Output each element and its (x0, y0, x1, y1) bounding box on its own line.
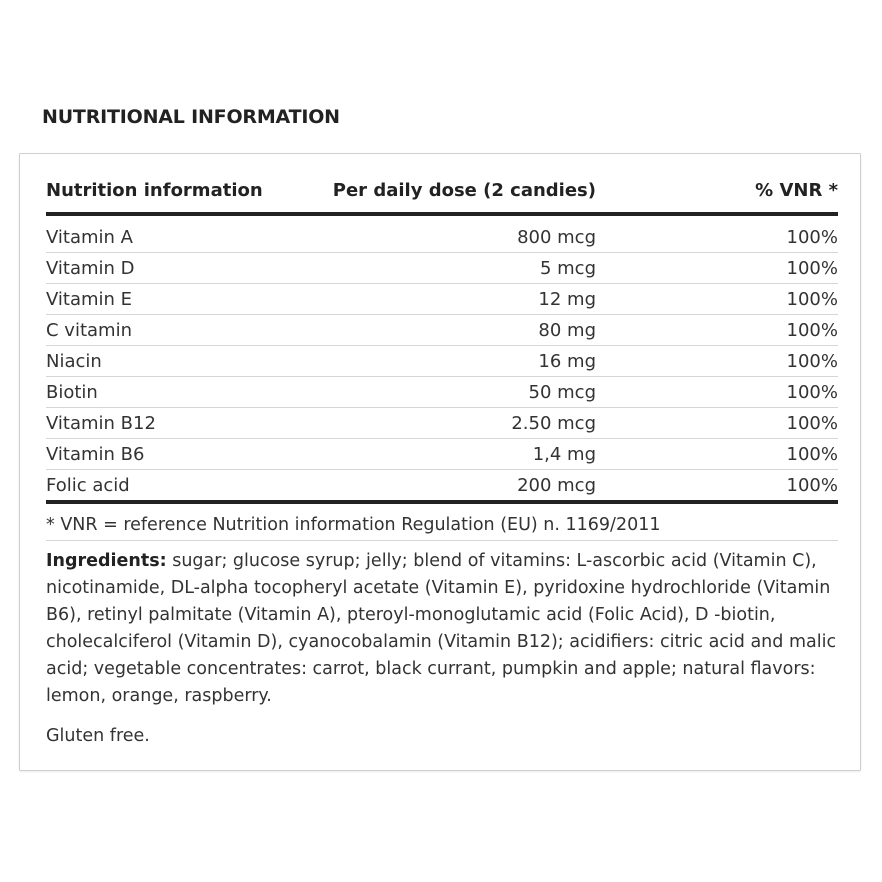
nutrient-vnr: 100% (596, 439, 838, 470)
nutrient-vnr: 100% (596, 408, 838, 439)
nutrient-vnr: 100% (596, 315, 838, 346)
table-row (46, 377, 838, 408)
column-header-dose: Per daily dose (2 candies) (308, 170, 596, 214)
nutrient-dose: 80 mg (308, 315, 596, 346)
nutrient-dose: 12 mg (308, 284, 596, 315)
ingredients-list: sugar; glucose syrup; jelly; blend of vitamins: L-ascorbic acid (Vitamin C), nicotinamide, DL-alpha tocopheryl acetate (Vitamin E), pyridoxine hydrochloride (Vitamin B6), retinyl palmitate (Vitamin A), pteroyl-monoglutamic acid (Folic Acid), D -biotin, cholecalciferol (Vitamin D), cyanocobalamin (Vitamin B12); acidifiers: citric acid and malic acid; vegetable concentrates: carrot, black currant, pumpkin and apple; natural flavors: lemon, orange, raspberry. (46, 551, 837, 706)
table-row (46, 408, 838, 439)
gluten-free-note: Gluten free. (46, 726, 150, 746)
ingredients-text (46, 548, 842, 710)
nutrient-vnr: 100% (596, 253, 838, 284)
nutrient-dose: 2.50 mcg (308, 408, 596, 439)
ingredients-label: Ingredients: (46, 551, 167, 571)
table-row (46, 315, 838, 346)
table-row (46, 346, 838, 377)
nutrient-name: Niacin (46, 346, 308, 377)
table-row (46, 470, 838, 503)
nutrient-name: Vitamin D (46, 253, 308, 284)
nutrient-vnr: 100% (596, 346, 838, 377)
nutrient-dose: 800 mcg (308, 214, 596, 253)
nutrient-dose: 1,4 mg (308, 439, 596, 470)
table-row (46, 253, 838, 284)
table-row (46, 284, 838, 315)
nutrient-name: Vitamin B6 (46, 439, 308, 470)
nutrient-vnr: 100% (596, 284, 838, 315)
nutrient-dose: 200 mcg (308, 470, 596, 503)
nutrient-name: C vitamin (46, 315, 308, 346)
page-title: NUTRITIONAL INFORMATION (42, 106, 340, 128)
nutrient-name: Vitamin E (46, 284, 308, 315)
nutrient-dose: 5 mcg (308, 253, 596, 284)
nutrient-vnr: 100% (596, 214, 838, 253)
nutrition-card (19, 153, 861, 771)
table-header-row (46, 170, 838, 214)
nutrient-dose: 50 mcg (308, 377, 596, 408)
column-header-nutrient: Nutrition information (46, 170, 308, 214)
nutrient-name: Vitamin B12 (46, 408, 308, 439)
nutrient-dose: 16 mg (308, 346, 596, 377)
nutrient-name: Folic acid (46, 470, 308, 503)
table-row (46, 439, 838, 470)
nutrition-table (46, 170, 838, 504)
nutrient-vnr: 100% (596, 470, 838, 503)
column-header-vnr: % VNR * (596, 170, 838, 214)
nutrient-name: Vitamin A (46, 214, 308, 253)
vnr-footnote: * VNR = reference Nutrition information Regulation (EU) n. 1169/2011 (46, 515, 838, 541)
nutrient-name: Biotin (46, 377, 308, 408)
nutrient-vnr: 100% (596, 377, 838, 408)
table-row (46, 214, 838, 253)
